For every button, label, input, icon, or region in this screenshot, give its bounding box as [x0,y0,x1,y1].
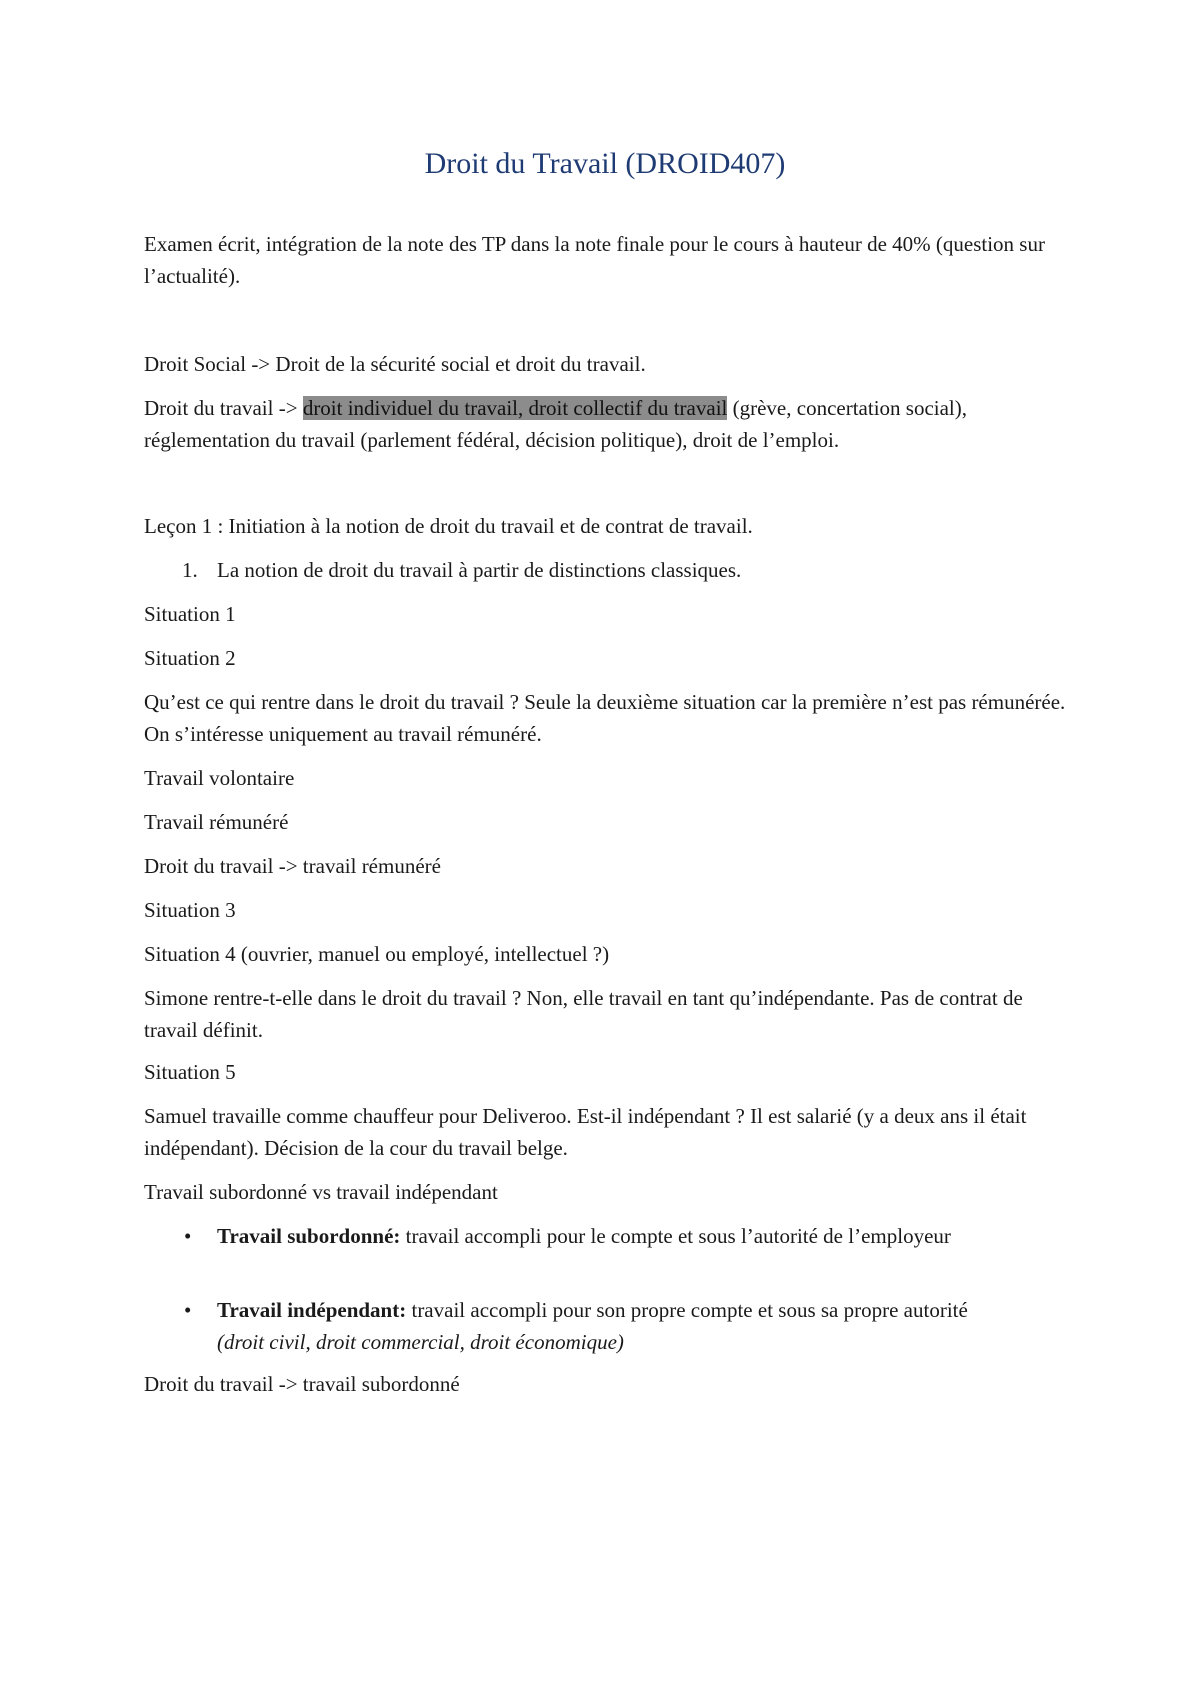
bullet-term: Travail indépendant: [217,1298,407,1322]
situation-4: Situation 4 (ouvrier, manuel ou employé, intellectuel ?) [144,942,610,966]
highlighted-text: droit individuel du travail, droit collectif du travail [302,396,728,420]
droit-travail-subordonne: Droit du travail -> travail subordonné [144,1372,460,1396]
situation-5: Situation 5 [144,1060,236,1084]
bullet-definition: travail accompli pour son propre compte et sous sa propre autorité [406,1298,968,1322]
question-paragraph: Qu’est ce qui rentre dans le droit du travail ? Seule la deuxième situation car la première n’est pas rémunérée. On s’intéresse uniquement au travail rémunéré. [144,690,1066,746]
droit-social-paragraph: Droit Social -> Droit de la sécurité social et droit du travail. [144,352,646,376]
droit-travail-remunere: Droit du travail -> travail rémunéré [144,854,441,878]
situation-1: Situation 1 [144,602,236,626]
samuel-paragraph: Samuel travaille comme chauffeur pour Deliveroo. Est-il indépendant ? Il est salarié (y a deux ans il était indépendant). Décision de la cour du travail belge. [144,1104,1027,1160]
travail-volontaire: Travail volontaire [144,766,295,790]
bullet-term: Travail subordonné: [217,1224,401,1248]
lecon-heading: Leçon 1 : Initiation à la notion de droit du travail et de contrat de travail. [144,514,753,538]
list-number: 1. [182,558,198,582]
bullet-italic-note: (droit civil, droit commercial, droit économique) [217,1330,624,1354]
bullet-definition: travail accompli pour le compte et sous l’autorité de l’employeur [400,1224,951,1248]
droit-travail-prefix: Droit du travail -> [144,396,303,420]
situation-2: Situation 2 [144,646,236,670]
situation-3: Situation 3 [144,898,236,922]
list-item-text: La notion de droit du travail à partir de distinctions classiques. [217,558,742,582]
droit-travail-paragraph [144,392,1066,456]
subordonne-vs-independant: Travail subordonné vs travail indépendant [144,1180,498,1204]
bullet-text [217,1220,997,1252]
bullet-icon: • [184,1224,192,1248]
intro-paragraph: Examen écrit, intégration de la note des TP dans la note finale pour le cours à hauteur de 40% (question sur l’actualité). [144,232,1045,288]
bullet-icon: • [184,1298,192,1322]
document-title: Droit du Travail (DROID407) [424,147,786,180]
droit-travail-suffix: (grève, concertation social), réglementation du travail (parlement fédéral, décision politique), droit de l’emploi. [144,396,968,452]
simone-paragraph: Simone rentre-t-elle dans le droit du travail ? Non, elle travail en tant qu’indépendante. Pas de contrat de travail définit. [144,986,1023,1042]
travail-remunere: Travail rémunéré [144,810,289,834]
bullet-text [217,1294,997,1358]
